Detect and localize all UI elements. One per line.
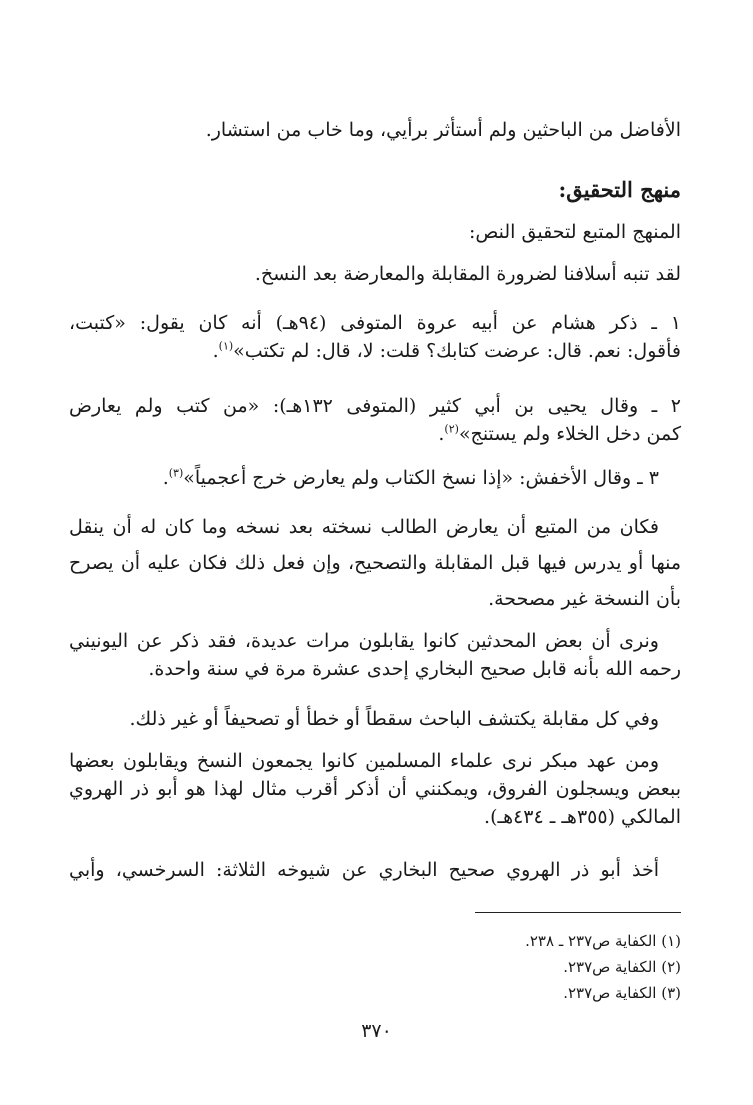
text-span: . xyxy=(162,467,169,489)
text-line: المالكي (٣٥٥هـ ـ ٤٣٤هـ). xyxy=(484,806,681,828)
paragraph-yunini xyxy=(69,627,681,683)
text-line xyxy=(69,420,681,448)
footnotes xyxy=(281,928,681,1006)
footnote-ref-3: (٣) xyxy=(168,466,184,480)
page-number: ٣٧٠ xyxy=(361,1020,392,1042)
footnote-separator xyxy=(475,912,681,913)
text-line: فكان من المتبع أن يعارض الطالب نسخته بعد نسخه وما كان له أن ينقل xyxy=(69,516,659,538)
text-line: منها أو يدرس فيها قبل المقابلة والتصحيح، وإن فعل ذلك فكان عليه أن يصرح xyxy=(69,552,681,574)
text-line: بأن النسخة غير مصححة. xyxy=(488,588,681,610)
footnote-1: (١) الكفاية ص٢٣٧ ـ ٢٣٨. xyxy=(525,932,681,950)
text-line: ببعض ويسجلون الفروق، ويمكنني أن أذكر أقرب مثال لهذا هو أبو ذر الهروي xyxy=(69,778,681,800)
paragraph-comparison-practice xyxy=(69,513,681,613)
text-line: ونرى أن بعض المحدثين كانوا يقابلون مرات عديدة، فقد ذكر عن اليونيني xyxy=(69,630,659,652)
section-heading xyxy=(69,176,681,204)
text-span: فأقول: نعم. قال: عرضت كتابك؟ قلت: لا، قال: لم تكتب» xyxy=(233,340,681,362)
paragraph-item-3 xyxy=(69,464,681,492)
text-line: رحمه الله بأنه قابل صحيح البخاري إحدى عشرة مرة في سنة واحدة. xyxy=(148,658,681,680)
text-line: المنهج المتبع لتحقيق النص: xyxy=(468,221,681,243)
text-span: كمن دخل الخلاء ولم يستنج» xyxy=(458,423,681,445)
paragraph-continuation xyxy=(69,116,681,144)
footnote-2: (٢) الكفاية ص٢٣٧. xyxy=(563,958,681,976)
text-span: ٣ ـ وقال الأخفش: «إذا نسخ الكتاب ولم يعارض خرج أعجمياً» xyxy=(183,467,659,489)
text-span: . xyxy=(438,423,445,445)
paragraph-method-intro xyxy=(69,218,681,246)
text-span: . xyxy=(212,340,219,362)
text-line: لقد تنبه أسلافنا لضرورة المقابلة والمعارضة بعد النسخ. xyxy=(254,263,681,285)
footnote-3: (٣) الكفاية ص٢٣٧. xyxy=(563,984,681,1002)
footnote-ref-2: (٢) xyxy=(444,422,459,436)
text-line: الأفاضل من الباحثين ولم أستأثر برأيي، وما خاب من استشار. xyxy=(205,119,681,141)
text-line: وفي كل مقابلة يكتشف الباحث سقطاً أو خطأ أو تصحيفاً أو غير ذلك. xyxy=(129,708,659,730)
text-line xyxy=(69,464,681,492)
paragraph-early-scholars xyxy=(69,747,681,831)
text-line: ١ ـ ذكر هشام عن أبيه عروة المتوفى (٩٤هـ) أنه كان يقول: «كتبت، xyxy=(69,312,681,334)
text-line xyxy=(69,337,681,365)
paragraph-item-1 xyxy=(69,309,681,365)
paragraph-predecessors xyxy=(69,260,681,288)
paragraph-item-2 xyxy=(69,392,681,448)
paragraph-errors xyxy=(69,705,681,733)
section-heading-text: منهج التحقيق: xyxy=(558,177,681,202)
text-line: أخذ أبو ذر الهروي صحيح البخاري عن شيوخه الثلاثة: السرخسي، وأبي xyxy=(69,859,659,881)
text-line: ومن عهد مبكر نرى علماء المسلمين كانوا يجمعون النسخ ويقابلون بعضها xyxy=(69,750,659,772)
paragraph-abu-dharr xyxy=(69,856,681,884)
text-line: ٢ ـ وقال يحيى بن أبي كثير (المتوفى ١٣٢هـ): «من كتب ولم يعارض xyxy=(69,395,681,417)
footnote-ref-1: (١) xyxy=(218,339,234,353)
